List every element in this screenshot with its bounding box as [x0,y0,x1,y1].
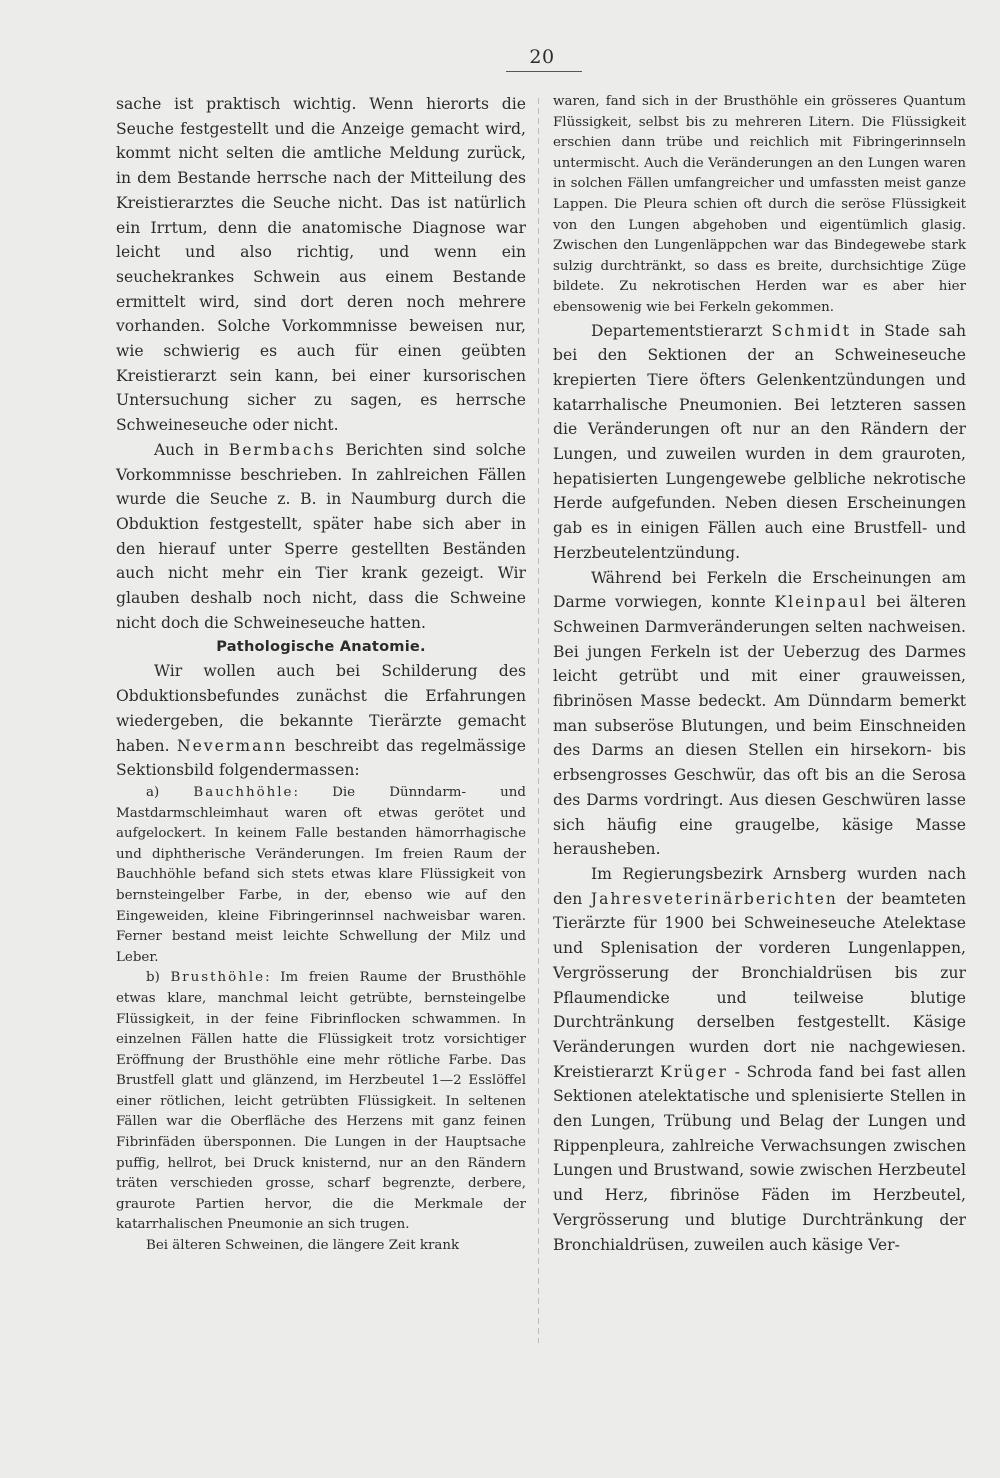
paragraph-bauchhoehle [116,783,526,968]
text-run: Im Regierungsbezirk Arnsberg wurden nach den [553,865,966,908]
page-number-rule [506,71,582,72]
list-marker-b: b) [146,970,171,986]
text-run: Berichten sind solche Vorkommnisse beschrieben. In zahlreichen Fällen wurde die Seuche z. B. in Naumburg durch die Obduktion festgestellt, später habe sich aber in den hierauf unter Sperre gestellten Beständen auch nicht mehr ein Tier krank gezeigt. Wir glauben deshalb noch nicht, dass die Schweine nicht doch die Schweineseuche hatten. [116,440,526,632]
term-jahresveterinaerberichte: Jahresveterinärberichten [590,889,838,908]
author-name-schmidt: Schmidt [771,321,851,340]
text-run: in Stade sah bei den Sektionen der an Schweineseuche krepierten Tiere öfters Gelenkentzündungen und katarrhalische Pneumonien. Bei letzteren sassen die Veränderungen oft nur an den Rändern der Lungen, und zuweilen wurden in dem grauroten, hepatisierten Lungengewebe gelbliche nekrotische Herde aufgefunden. Neben diesen Erscheinungen gab es in einigen Fällen auch eine Brustfell- und Herzbeutelentzündung. [553,321,966,562]
section-heading: Pathologische Anatomie. [216,638,426,656]
paragraph-obduktionsbefund [116,659,526,783]
text-run: - Schroda fand bei fast allen Sektionen atelektatische und splenisierte Stellen in den Lungen, Trübung und Belag der Lungen und Rippenpleura, zahlreiche Verwachsungen zwischen Lungen und Brustwand, sowie zwischen Herzbeutel und Herz, fibrinöse Fäden im Herzbeutel, Vergrösserung und blutige Durchtränkung der Bronchialdrüsen, zuweilen auch käsige Ver- [553,1062,967,1254]
paragraph-kleinpaul [553,566,966,862]
label-brusthoehle: Brusthöhle [170,970,266,986]
author-name-nevermann: Nevermann [176,736,288,755]
paragraph-arnsberg [553,862,966,1257]
text-run: beschreibt das regelmässige Sektionsbild folgendermassen: [116,736,526,780]
paragraph-brusthoehle [116,968,526,1236]
column-divider [538,98,539,1343]
list-marker-a: a) [146,784,194,800]
author-name-krueger: Krüger [660,1062,728,1081]
right-column [553,92,966,1257]
paragraph-brusthoehle-fortsetzung: waren, fand sich in der Brusthöhle ein grösseres Quantum Flüssigkeit, selbst bis zu mehreren Litern. Die Flüssigkeit erschien dann trübe und reichlich mit Fibringerinnseln untermischt. Auch die Veränderungen an den Lungen waren in solchen Fällen umfangreicher und umfassten meist ganze Lappen. Die Pleura schien oft durch die seröse Flüssigkeit von den Lungen abgehoben und eigentümlich glasig. Zwischen den Lungenläppchen war das Bindegewebe stark sulzig durchtränkt, so dass es breite, durchsichtige Züge bildete. Zu nekrotischen Herden war es aber hier ebensowenig wie bei Ferkeln gekommen. [553,94,966,315]
text-run: Während bei Ferkeln die Erscheinungen am Darme vorwiegen, konnte [553,568,966,612]
paragraph-seuche-meldung: sache ist praktisch wichtig. Wenn hierorts die Seuche festgestellt und die Anzeige gemacht wird, kommt nicht selten die amtliche Meldung zurück, in dem Bestande herrsche nach der Mitteilung des Kreistierarztes die Seuche nicht. Das ist natürlich ein Irrtum, denn die anatomische Diagnose war leicht und also richtig, und wenn ein seuchekrankes Schwein aus einem Bestande ermittelt wird, sind dort deren noch mehrere vorhanden. Solche Vorkommnisse beweisen nur, wie schwierig es auch für einen geübten Kreistierarzt sein kann, bei einer kursorischen Untersuchung sicher zu sagen, es herrsche Schweineseuche oder nicht. [116,95,526,435]
page-number: 20 [529,46,555,68]
paragraph-aeltere-schweine: Bei älteren Schweinen, die längere Zeit krank [146,1238,460,1254]
paragraph-bermbach [116,438,526,636]
text-run: Wir wollen auch bei Schilderung des Obduktionsbefundes zunächst die Erfahrungen wiedergeben, die bekannte Tierärzte gemacht haben. [116,662,526,755]
text-run: Auch in [154,440,229,459]
author-name-kleinpaul: Kleinpaul [774,593,868,612]
text-run: der beamteten Tierärzte für 1900 bei Schweineseuche Atelektase und Splenisation der vorderen Lungenlappen, Vergrösserung der Bronchialdrüsen bis zur Pflaumendicke und teilweise blutige Durchtränkung derselben festgestellt. Käsige Veränderungen wurden dort nie nachgewiesen. Kreistierarzt [553,889,967,1081]
label-bauchhoehle: Bauchhöhle [193,784,294,800]
text-run: Departementstierarzt [591,321,772,340]
paragraph-schmidt [553,319,966,566]
text-run: bei älteren Schweinen Darmveränderungen selten nachweisen. Bei jungen Ferkeln ist der Ueberzug des Darmes leicht getrübt und mit einer grauweissen, fibrinösen Masse bedeckt. Am Dünndarm bemerkt man subseröse Blutungen, und beim Einschneiden des Darms an diesen Stellen ein hirsekorn- bis erbsengrosses Geschwür, das oft bis an die Serosa des Darms vordringt. Aus diesen Geschwüren lasse sich häufig eine graugelbe, käsige Masse herausheben. [553,593,967,859]
left-column [116,92,526,1257]
author-name-bermbach: Bermbachs [228,440,336,459]
text-run: : Die Dünndarm- und Mastdarmschleimhaut waren oft etwas gerötet und aufgelockert. In keinem Falle bestanden hämorrhagische und diphtherische Veränderungen. Im freien Raum der Bauchhöhle befand sich stets etwas klare Flüssigkeit von bernsteingelber Farbe, in der, ebenso wie auf den Eingeweiden, kleine Fibringerinnsel nachweisbar waren. Ferner bestand meist leichte Schwellung der Milz und Leber. [116,784,526,965]
text-run: : Im freien Raume der Brusthöhle etwas klare, manchmal leicht getrübte, bernsteingelbe Flüssigkeit, in der feine Fibrinflocken schwammen. In einzelnen Fällen hatte die Flüssigkeit trotz vorsichtiger Eröffnung der Brusthöhle eine mehr rötliche Farbe. Das Brustfell glatt und glänzend, im Herzbeutel 1—2 Esslöffel einer rötlichen, leicht getrübten Flüssigkeit. In seltenen Fällen war die Oberfläche des Herzens mit ganz feinen Fibrinfäden übersponnen. Die Lungen in der Hauptsache puffig, hellrot, bei Druck knisternd, nur an den Rändern träten verschieden grosse, scharf begrenzte, derbere, graurote Partien hervor, die die Merkmale der katarrhalischen Pneumonie an sich trugen. [116,970,526,1233]
